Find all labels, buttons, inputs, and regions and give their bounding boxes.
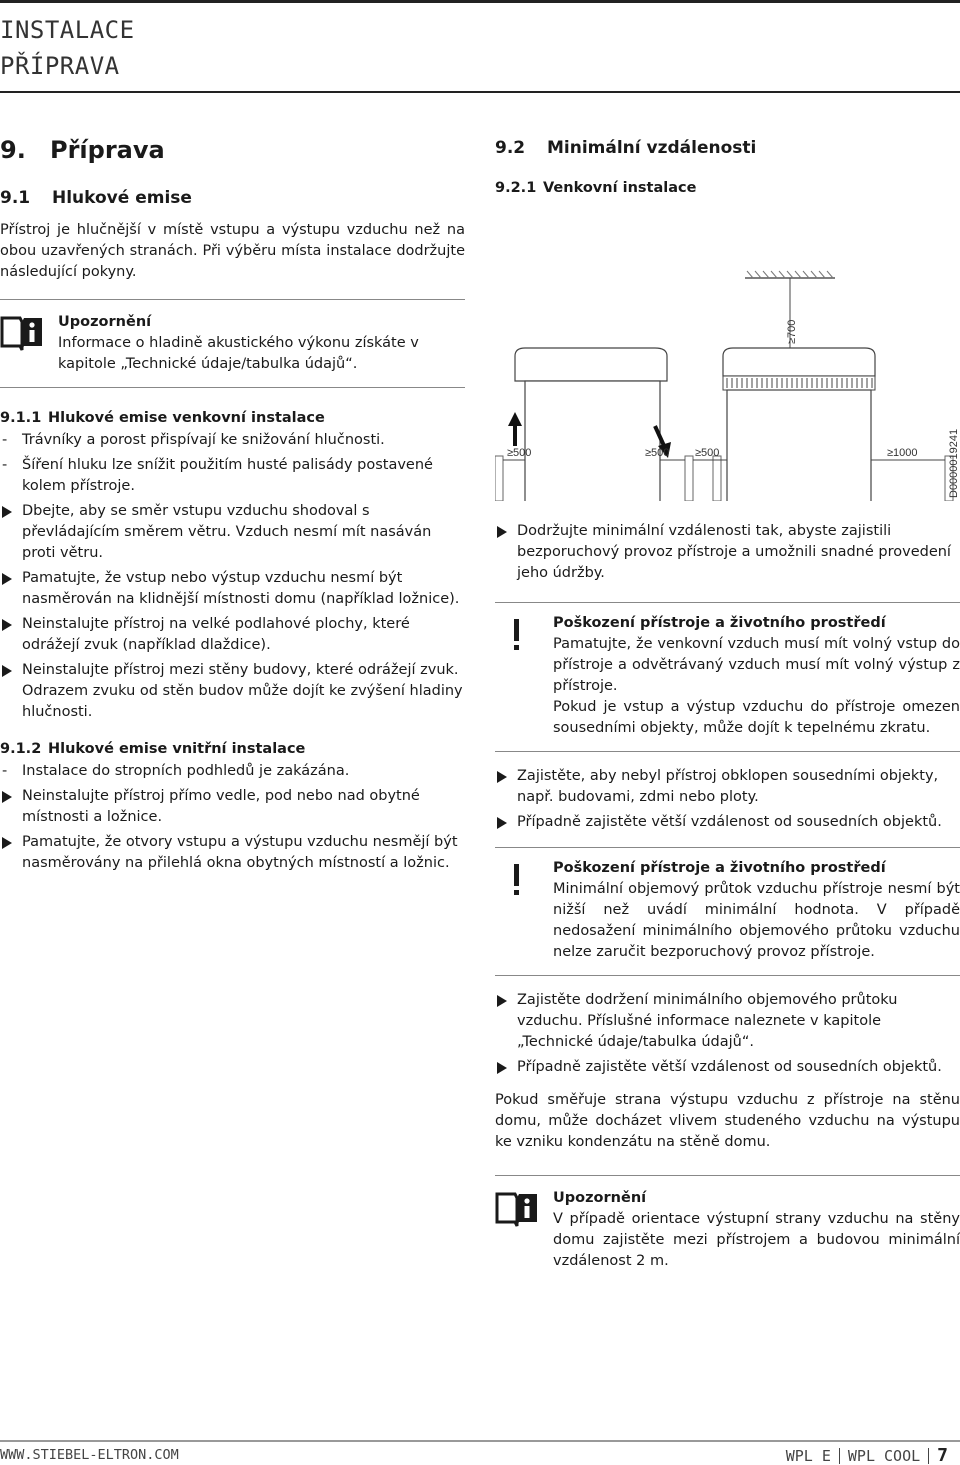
drawing-code: D0000019241 xyxy=(948,428,960,498)
list-item: Případně zajistěte větší vzdálenost od sousedních objektů. xyxy=(495,812,960,833)
note-top-rule xyxy=(495,1175,960,1176)
warning-text: Pamatujte, že venkovní vzduch musí mít volný vstup do přístroje a odvětrávaný vzduch musí mít volný výstup z přístroje. xyxy=(553,636,960,694)
clearance-drawing xyxy=(495,216,960,501)
list-item: - Šíření hluku lze snížit použitím husté palisády postavené kolem přístroje. xyxy=(0,455,465,497)
surroundings-list xyxy=(495,766,960,833)
subsection-number: 9.1.2 xyxy=(0,741,42,757)
warning-bottom-rule xyxy=(495,975,960,976)
note-title: Upozornění xyxy=(553,1190,647,1206)
warning-text: Pokud je vstup a výstup vzduchu do přístroje omezen sousedními objekty, může dojít k tepelnému zkratu. xyxy=(553,699,960,736)
warning-title: Poškození přístroje a životního prostředí xyxy=(553,615,886,631)
chapter-number: 9. xyxy=(0,136,26,164)
indoor-list xyxy=(0,761,465,874)
warning-text: Minimální objemový průtok vzduchu přístroje nesmí být nižší než uvádí minimální hodnota. V případě nedosažení minimálního objemového průtoku vzduchu nelze zaručit bezporuchový provoz přístroje. xyxy=(553,881,960,960)
dim-top-label: ≥700 xyxy=(786,319,798,344)
list-item: Pamatujte, že otvory vstupu a výstupu vzduchu nesmějí být nasměrovány na přilehlá okna obytných místností a ložnic. xyxy=(0,832,465,874)
warning-bottom-rule xyxy=(495,751,960,752)
header-top-rule xyxy=(0,0,960,3)
note-text: Informace o hladině akustického výkonu získáte v kapitole „Technické údaje/tabulka údajů“. xyxy=(58,335,419,372)
dim-label-center-left: ≥500 xyxy=(645,447,670,459)
list-item: Neinstalujte přístroj na velké podlahové plochy, které odrážejí zvuk (například dlaždice). xyxy=(0,614,465,656)
warning-title: Poškození přístroje a životního prostředí xyxy=(553,860,886,876)
footer-rule xyxy=(0,1440,960,1442)
list-item: - Instalace do stropních podhledů je zakázána. xyxy=(0,761,465,782)
page-number: 7 xyxy=(937,1445,948,1465)
section-heading-distances xyxy=(495,138,960,158)
list-item: Zajistěte, aby nebyl přístroj obklopen sousedními objekty, např. budovami, zdmi nebo ploty. xyxy=(495,766,960,808)
section-number: 9.2 xyxy=(495,138,526,158)
intro-paragraph: Přístroj je hlučnější v místě vstupu a výstupu vzduchu než na obou uzavřených stranách. Při výběru místa instalace dodržujte následující pokyny. xyxy=(0,222,465,280)
list-item: - Trávníky a porost přispívají ke snižování hlučnosti. xyxy=(0,430,465,451)
note-bottom-rule xyxy=(0,387,465,388)
dim-label-left: ≥500 xyxy=(507,447,532,459)
warning-top-rule xyxy=(495,847,960,848)
footer-url[interactable]: WWW.STIEBEL-ELTRON.COM xyxy=(0,1447,179,1463)
section-number: 9.1 xyxy=(0,188,31,208)
warning-box xyxy=(495,613,960,739)
chapter-heading xyxy=(0,136,465,164)
dim-label-right: ≥1000 xyxy=(887,447,918,459)
list-item: Pamatujte, že vstup nebo výstup vzduchu nesmí být nasměrován na klidnější místnosti domu (například ložnice). xyxy=(0,568,465,610)
subsection-title: Hlukové emise vnitřní instalace xyxy=(48,741,306,757)
list-item: Dodržujte minimální vzdálenosti tak, abyste zajistili bezporuchový provoz přístroje a umožnili snadné provedení jeho údržby. xyxy=(495,521,960,584)
header-rule xyxy=(0,91,960,93)
list-item: Zajistěte dodržení minimálního objemového průtoku vzduchu. Příslušné informace naleznete v kapitole „Technické údaje/tabulka údajů“. xyxy=(495,990,960,1053)
exclamation-icon xyxy=(495,613,539,739)
chapter-title: Příprava xyxy=(50,136,165,164)
list-item: Případně zajistěte větší vzdálenost od sousedních objektů. xyxy=(495,1057,960,1078)
warning-top-rule xyxy=(495,602,960,603)
list-item: Neinstalujte přístroj mezi stěny budovy, které odrážejí zvuk. Odrazem zvuku od stěn budov může dojít ke zvýšení hladiny hlučnosti. xyxy=(0,660,465,723)
note-box xyxy=(495,1188,960,1272)
info-book-icon xyxy=(495,1188,539,1272)
note-title: Upozornění xyxy=(58,314,152,330)
section-title: Hlukové emise xyxy=(52,188,192,208)
left-column xyxy=(0,130,465,874)
condensate-paragraph: Pokud směřuje strana výstupu vzduchu z přístroje na stěnu domu, může docházet vlivem studeného vzduchu na výstupu ke vzniku kondenzátu na stěně domu. xyxy=(495,1092,960,1150)
subsection-heading-outdoor-install xyxy=(495,180,960,196)
header-section: INSTALACE xyxy=(0,16,135,44)
exclamation-icon xyxy=(495,858,539,963)
clearance-diagram xyxy=(495,216,960,501)
note-top-rule xyxy=(0,299,465,300)
subsection-title: Hlukové emise venkovní instalace xyxy=(48,410,325,426)
footer-separator xyxy=(839,1448,840,1464)
airflow-list xyxy=(495,990,960,1078)
dim-label-center-right: ≥500 xyxy=(695,447,720,459)
section-heading xyxy=(0,188,465,208)
section-title: Minimální vzdálenosti xyxy=(547,138,757,158)
subsection-number: 9.1.1 xyxy=(0,410,42,426)
list-item: Dbejte, aby se směr vstupu vzduchu shodoval s převládajícím směrem větru. Vzduch nesmí mít nasáván proti větru. xyxy=(0,501,465,564)
distance-bullet-list xyxy=(495,521,960,584)
footer-product-info xyxy=(786,1445,948,1465)
footer-separator xyxy=(928,1448,929,1464)
footer-model: WPL E xyxy=(785,1446,831,1465)
header-subsection: PŘÍPRAVA xyxy=(0,52,120,80)
info-book-icon xyxy=(0,312,44,375)
outdoor-list xyxy=(0,430,465,723)
footer-model: WPL COOL xyxy=(847,1446,921,1465)
right-column xyxy=(495,130,960,1272)
subsection-heading-outdoor xyxy=(0,410,465,426)
note-box xyxy=(0,312,465,375)
warning-box xyxy=(495,858,960,963)
subsection-title: Venkovní instalace xyxy=(543,180,697,196)
subsection-heading-indoor xyxy=(0,741,465,757)
subsection-number: 9.2.1 xyxy=(495,180,537,196)
note-text: V případě orientace výstupní strany vzduchu na stěny domu zajistěte mezi přístrojem a budovou minimální vzdálenost 2 m. xyxy=(553,1211,960,1269)
list-item: Neinstalujte přístroj přímo vedle, pod nebo nad obytné místnosti a ložnice. xyxy=(0,786,465,828)
